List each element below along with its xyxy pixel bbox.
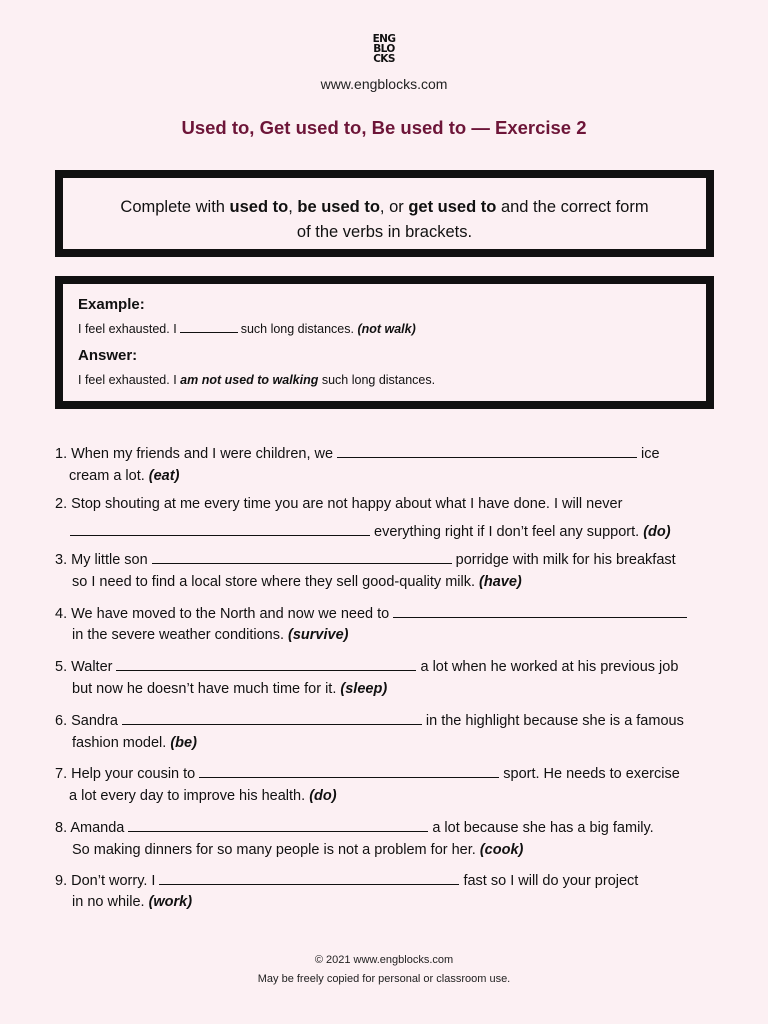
- instruction-part: ,: [288, 198, 298, 216]
- question-6-line-2: [72, 735, 197, 751]
- question-text: So making dinners for so many people is not a problem for her.: [72, 842, 476, 858]
- answer-blank[interactable]: [116, 656, 416, 671]
- answer-blank[interactable]: [70, 521, 370, 536]
- instruction-keyword: be used to: [297, 198, 380, 216]
- question-text: 9. Don’t worry. I: [55, 873, 156, 889]
- question-6-line-1: [55, 710, 684, 729]
- worksheet-title: Used to, Get used to, Be used to — Exercise 2: [181, 117, 587, 138]
- question-3-line-2: [72, 574, 522, 590]
- answer-blank[interactable]: [337, 443, 637, 458]
- question-8-line-1: [55, 817, 654, 836]
- answer-blank[interactable]: [128, 817, 428, 832]
- example-sentence: [78, 322, 416, 336]
- question-text: 6. Sandra: [55, 713, 118, 729]
- example-box: [55, 276, 714, 409]
- verb-hint: (do): [643, 524, 671, 540]
- logo-line-3: CKS: [373, 53, 395, 65]
- question-text: a lot because she has a big family.: [432, 820, 654, 836]
- instruction-keyword: used to: [229, 198, 289, 216]
- question-text: cream a lot.: [69, 468, 145, 484]
- question-text: in the highlight because she is a famous: [425, 713, 684, 729]
- footer-license: May be freely copied for personal or classroom use.: [257, 973, 511, 985]
- verb-hint: (be): [170, 735, 197, 751]
- example-heading: Example:: [78, 296, 145, 313]
- verb-hint: (survive): [288, 627, 349, 643]
- question-text: porridge with milk for his breakfast: [455, 552, 676, 568]
- verb-hint: (work): [148, 894, 193, 910]
- verb-hint: (sleep): [340, 681, 388, 697]
- question-text: a lot when he worked at his previous job: [420, 659, 679, 675]
- answer-blank[interactable]: [393, 603, 687, 618]
- answer-pre: I feel exhausted. I: [78, 373, 181, 387]
- question-text: 7. Help your cousin to: [55, 766, 196, 782]
- question-8-line-2: [72, 842, 523, 858]
- question-text: everything right if I don’t feel any support.: [374, 524, 640, 540]
- question-1-line-2: [69, 468, 179, 484]
- instruction-box: [55, 170, 714, 257]
- question-text: 1. When my friends and I were children, we: [55, 446, 334, 462]
- question-9-line-1: [55, 870, 638, 889]
- question-text: 4. We have moved to the North and now we need to: [55, 606, 390, 622]
- question-text: fashion model.: [72, 735, 167, 751]
- question-text: 3. My little son: [55, 552, 148, 568]
- question-5-line-1: [55, 656, 678, 675]
- question-2-line-2: [68, 521, 671, 540]
- answer-heading: Answer:: [78, 347, 138, 364]
- question-4-line-2: [72, 627, 348, 643]
- question-3-line-1: [55, 549, 676, 568]
- example-pre: I feel exhausted. I: [78, 322, 177, 336]
- question-text: in no while.: [72, 894, 145, 910]
- question-text: a lot every day to improve his health.: [69, 788, 306, 804]
- example-post: such long distances.: [240, 322, 354, 336]
- example-blank: [180, 322, 238, 333]
- question-7-line-2: [69, 788, 337, 804]
- instruction-part: , or: [379, 198, 409, 216]
- verb-hint: (have): [479, 574, 522, 590]
- question-text: in the severe weather conditions.: [72, 627, 284, 643]
- question-text: 5. Walter: [55, 659, 113, 675]
- verb-hint: (do): [309, 788, 337, 804]
- engblocks-logo: [369, 34, 399, 64]
- verb-hint: (cook): [479, 842, 524, 858]
- instruction-part: Complete with: [120, 198, 230, 216]
- question-text: but now he doesn’t have much time for it.: [72, 681, 337, 697]
- answer-sentence: [78, 373, 435, 387]
- answer-blank[interactable]: [199, 763, 499, 778]
- question-4-line-1: [55, 603, 691, 622]
- question-5-line-2: [72, 681, 387, 697]
- instruction-text: [63, 195, 706, 245]
- instruction-part: and the correct form: [496, 198, 649, 216]
- answer-blank[interactable]: [159, 870, 459, 885]
- question-1-line-1: [55, 443, 660, 462]
- question-text: so I need to find a local store where they sell good-quality milk.: [72, 574, 475, 590]
- question-text: 2. Stop shouting at me every time you are not happy about what I have done. I will never: [55, 496, 623, 512]
- question-text: ice: [641, 446, 660, 462]
- question-2-line-1: [55, 496, 622, 512]
- example-hint: (not walk): [357, 322, 416, 336]
- logo-line-1: ENG: [372, 33, 396, 45]
- instruction-keyword: get used to: [408, 198, 497, 216]
- question-9-line-2: [72, 894, 192, 910]
- answer-blank[interactable]: [152, 549, 452, 564]
- answer-bold: am not used to walking: [180, 373, 319, 387]
- answer-post: such long distances.: [318, 373, 436, 387]
- verb-hint: (eat): [148, 468, 180, 484]
- question-text: fast so I will do your project: [463, 873, 639, 889]
- instruction-part: of the verbs in brackets.: [296, 223, 473, 241]
- question-text: 8. Amanda: [55, 820, 125, 836]
- footer-copyright: © 2021 www.engblocks.com: [314, 954, 454, 966]
- answer-blank[interactable]: [122, 710, 422, 725]
- question-7-line-1: [55, 763, 680, 782]
- question-text: sport. He needs to exercise: [503, 766, 680, 782]
- site-url[interactable]: www.engblocks.com: [320, 76, 448, 92]
- logo-line-2: BLO: [373, 43, 395, 55]
